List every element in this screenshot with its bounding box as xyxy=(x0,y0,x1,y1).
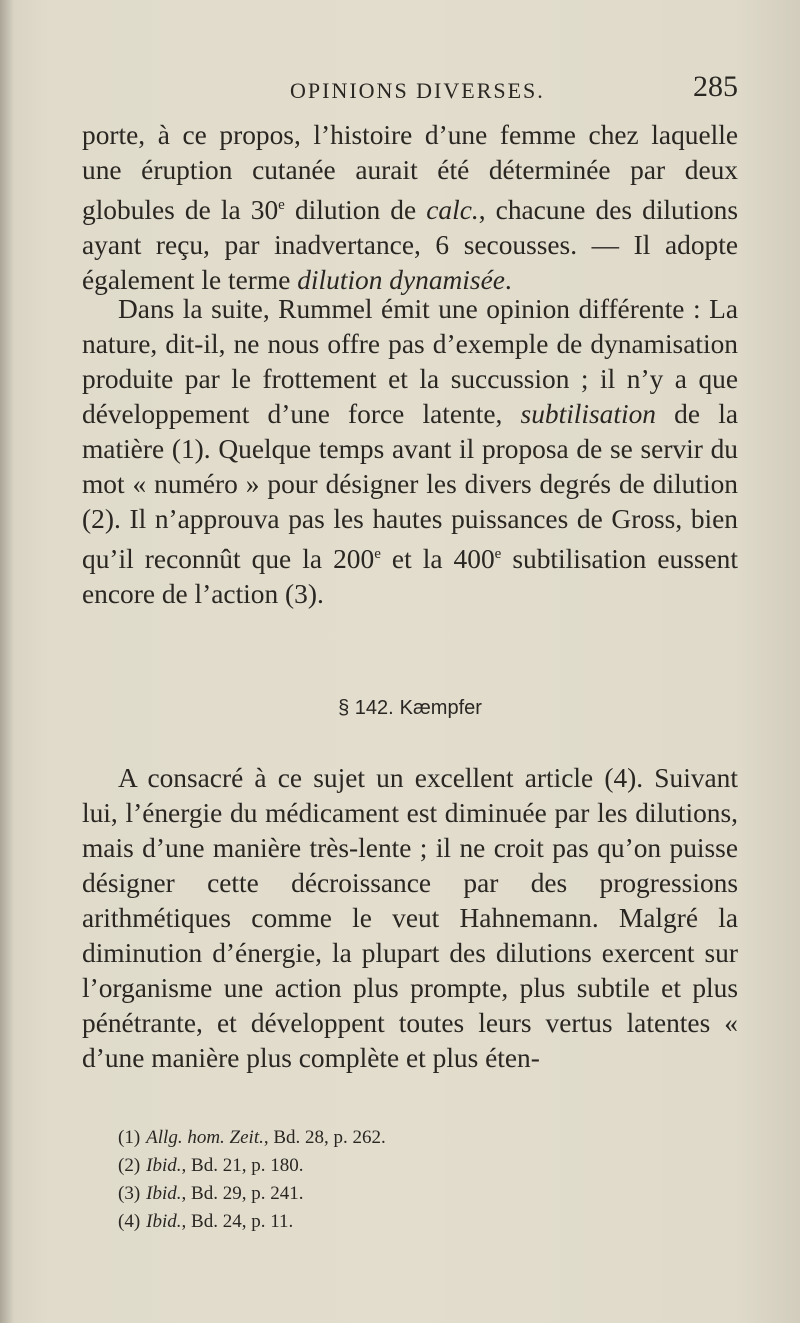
running-title: OPINIONS DIVERSES. xyxy=(290,78,545,103)
page-number: 285 xyxy=(693,70,738,103)
text-run: et la 400 xyxy=(380,544,495,575)
text-run: A consacré à ce sujet un excellent article (4). Suivant lui, l’énergie du médicament est diminuée par les dilutions, mais d’une manière très-lente ; il ne croit pas qu’on puisse désigner cette décroissance par des progressions arithmétiques comme le veut Hahnemann. Malgré la diminution d’énergie, la plupart des dilutions exercent sur l’organisme une action plus prompte, plus subtile et plus pénétrante, et développent toutes leurs vertus latentes « d’une manière plus complète et plus éten- xyxy=(82,763,738,1073)
footnote-reference: , Bd. 28, p. 262. xyxy=(263,1127,386,1148)
italic-term: subtilisation xyxy=(520,399,656,429)
footnote-source: Ibid. xyxy=(146,1155,182,1176)
italic-term: dilution dynamisée xyxy=(297,265,505,296)
italic-term: calc. xyxy=(426,195,479,226)
footnote-reference: , Bd. 29, p. 241. xyxy=(181,1183,304,1204)
text-run: dilution de xyxy=(284,195,427,226)
paragraph-kaempfer xyxy=(82,761,738,1076)
text-run: de la matière (1). Quelque temps avant il proposa de se servir du mot « numéro » pour désigner les divers degrés de dilution (2). Il n’approuva pas les hautes puissances de Gross, bien qu’il reconnût que la 200 xyxy=(82,399,738,575)
text-run: porte, à ce propos, l’histoire d’une femme chez laquelle une éruption cutanée aurait été déterminée par deux globules de la 30 xyxy=(82,120,738,226)
footnote-source: Ibid. xyxy=(146,1211,182,1232)
text-run: Dans la suite, Rummel émit une opinion différente : La nature, dit-il, ne nous offre pas d’exemple de dynamisation produite par le frottement et la succussion ; il n’y a que développement d’une force latente, xyxy=(82,294,738,429)
text-run: , chacune des dilutions ayant reçu, par inadvertance, 6 secousses. — Il adopte également le terme xyxy=(82,195,739,296)
ordinal-suffix: e xyxy=(494,546,502,562)
section-heading xyxy=(82,697,738,720)
running-head xyxy=(82,70,738,110)
ordinal-suffix: e xyxy=(278,197,285,213)
text-run: subtilisation eussent encore de l’action (3). xyxy=(82,544,738,610)
footnote-source: Allg. hom. Zeit. xyxy=(146,1127,264,1148)
footnote-number: (2) xyxy=(118,1155,141,1176)
footnote xyxy=(118,1208,638,1236)
footnote-source: Ibid. xyxy=(146,1183,182,1204)
footnote xyxy=(118,1124,638,1152)
footnote-number: (4) xyxy=(118,1211,141,1232)
text-run: . xyxy=(504,265,512,296)
paragraph-continuation xyxy=(82,118,738,298)
footnote xyxy=(118,1152,638,1180)
section-number: § 142. xyxy=(338,697,394,719)
footnote-reference: , Bd. 24, p. 11. xyxy=(181,1211,294,1232)
paragraph-rummel xyxy=(82,292,738,612)
section-name: Kæmpfer xyxy=(399,697,482,719)
footnote-number: (3) xyxy=(118,1183,141,1204)
footnote-number: (1) xyxy=(118,1127,141,1148)
footnote xyxy=(118,1180,638,1208)
ordinal-suffix: e xyxy=(374,546,381,562)
page-gutter-shadow xyxy=(0,0,14,1323)
footnote-reference: , Bd. 21, p. 180. xyxy=(181,1155,304,1176)
footnotes xyxy=(118,1124,638,1236)
